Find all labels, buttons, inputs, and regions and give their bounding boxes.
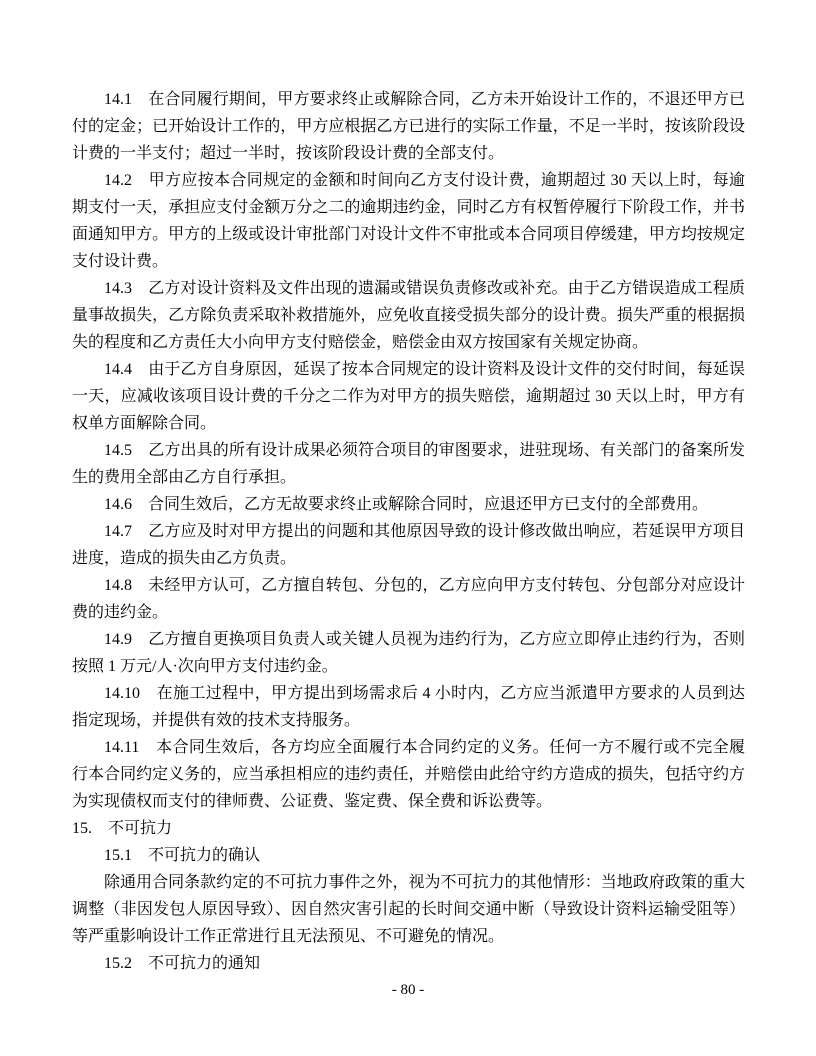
contract-paragraph: 除通用合同条款约定的不可抗力事件之外，视为不可抗力的其他情形：当地政府政策的重大调整（非因发包人原因导致）、因自然灾害引起的长时间交通中断（导致设计资料运输受阻等）等严重影响设计工作正常进行且无法预见、不可避免的情况。 [72,874,745,945]
contract-paragraph: 14.7 乙方应及时对甲方提出的问题和其他原因导致的设计修改做出响应，若延误甲方项目进度，造成的损失由乙方负责。 [72,523,745,567]
contract-paragraph: 14.1 在合同履行期间，甲方要求终止或解除合同，乙方未开始设计工作的，不退还甲方已付的定金；已开始设计工作的，甲方应根据乙方已进行的实际工作量，不足一半时，按该阶段设计费的一半支付；超过一半时，按该阶段设计费的全部支付。 [72,91,745,162]
contract-paragraph: 14.8 未经甲方认可，乙方擅自转包、分包的，乙方应向甲方支付转包、分包部分对应设计费的违约金。 [72,577,745,621]
section-heading: 15. 不可抗力 [72,820,173,837]
contract-paragraph: 14.4 由于乙方自身原因，延误了按本合同规定的设计资料及设计文件的交付时间，每延误一天，应减收该项目设计费的千分之二作为对甲方的损失赔偿，逾期超过 30 天以上时，甲方有权单方面解除合同。 [72,361,745,432]
contract-paragraph: 14.2 甲方应按本合同规定的金额和时间向乙方支付设计费，逾期超过 30 天以上时，每逾期支付一天，承担应支付金额万分之二的逾期违约金，同时乙方有权暂停履行下阶段工作，并书面通知甲方。甲方的上级或设计审批部门对设计文件不审批或本合同项目停缓建，甲方均按规定支付设计费。 [72,172,745,270]
page-number: - 80 - [391,982,425,998]
contract-body [72,86,745,977]
contract-paragraph: 14.9 乙方擅自更换项目负责人或关键人员视为违约行为，乙方应立即停止违约行为，否则按照 1 万元/人·次向甲方支付违约金。 [72,631,745,675]
contract-paragraph: 14.5 乙方出具的所有设计成果必须符合项目的审图要求，进驻现场、有关部门的备案所发生的费用全部由乙方自行承担。 [72,442,745,486]
contract-paragraph: 14.11 本合同生效后，各方均应全面履行本合同约定的义务。任何一方不履行或不完全履行本合同约定义务的，应当承担相应的违约责任，并赔偿由此给守约方造成的损失，包括守约方为实现债权而支付的律师费、公证费、鉴定费、保全费和诉讼费等。 [72,739,745,810]
contract-paragraph: 14.6 合同生效后，乙方无故要求终止或解除合同时，应退还甲方已支付的全部费用。 [104,496,709,513]
section-heading: 15.1 不可抗力的确认 [104,847,261,864]
section-heading: 15.2 不可抗力的通知 [104,955,261,972]
contract-paragraph: 14.10 在施工过程中，甲方提出到场需求后 4 小时内，乙方应当派遣甲方要求的人员到达指定现场，并提供有效的技术支持服务。 [72,685,745,729]
contract-paragraph: 14.3 乙方对设计资料及文件出现的遗漏或错误负责修改或补充。由于乙方错误造成工程质量事故损失，乙方除负责采取补救措施外，应免收直接受损失部分的设计费。损失严重的根据损失的程度和乙方责任大小向甲方支付赔偿金，赔偿金由双方按国家有关规定协商。 [72,280,745,351]
